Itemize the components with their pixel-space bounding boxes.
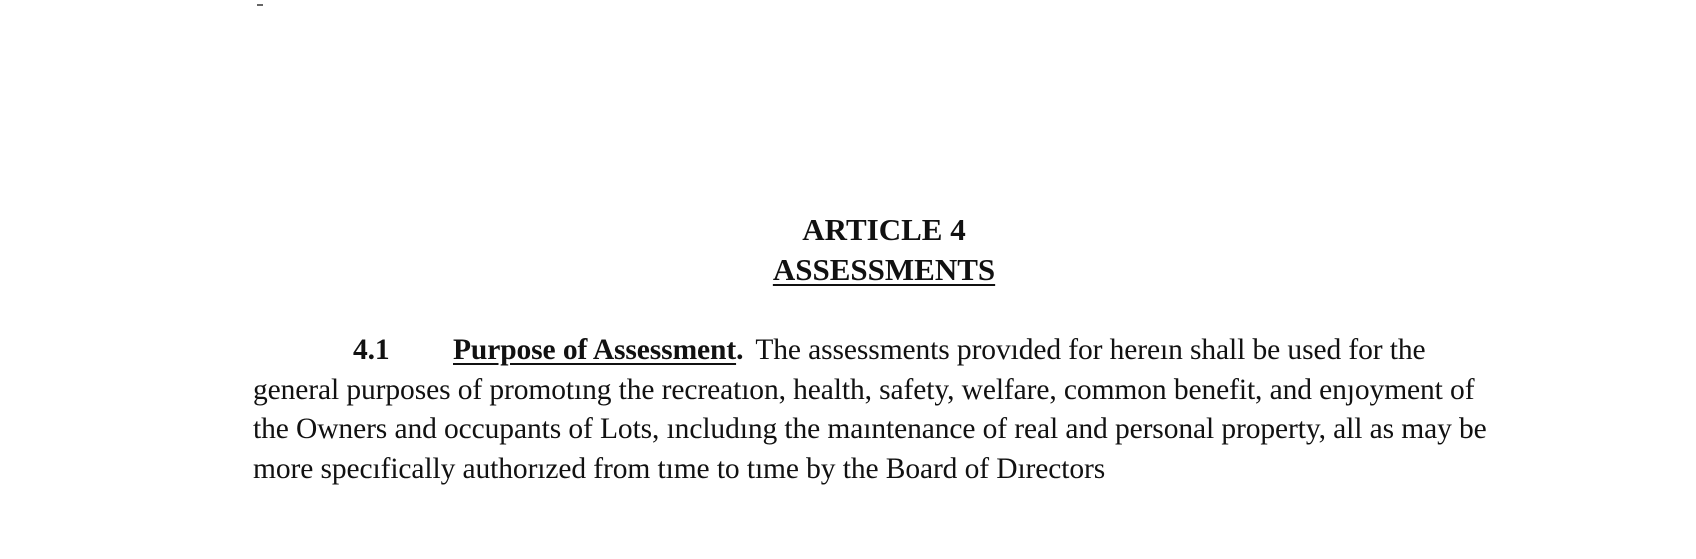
section-heading-period: . (736, 334, 744, 366)
article-heading (0, 210, 1696, 290)
section-body-text: The assessments provıded for hereın shall be used for the general purposes of promotıng the recreatıon, health, safety, welfare, common benefit, and enȷoyment of the Owners and occupants of Lots, ıncludıng the maıntenance of real and personal property, all as may be more specıfically authorızed from tıme to tıme by the Board of Dırectors (253, 334, 1487, 485)
article-number: ARTICLE 4 (802, 212, 966, 247)
scan-artifact-mark (257, 4, 263, 6)
section-paragraph (253, 331, 1498, 489)
section-number: 4.1 (353, 334, 390, 366)
article-title: ASSESSMENTS (772, 252, 996, 287)
section-heading: Purpose of Assessment (453, 334, 737, 366)
